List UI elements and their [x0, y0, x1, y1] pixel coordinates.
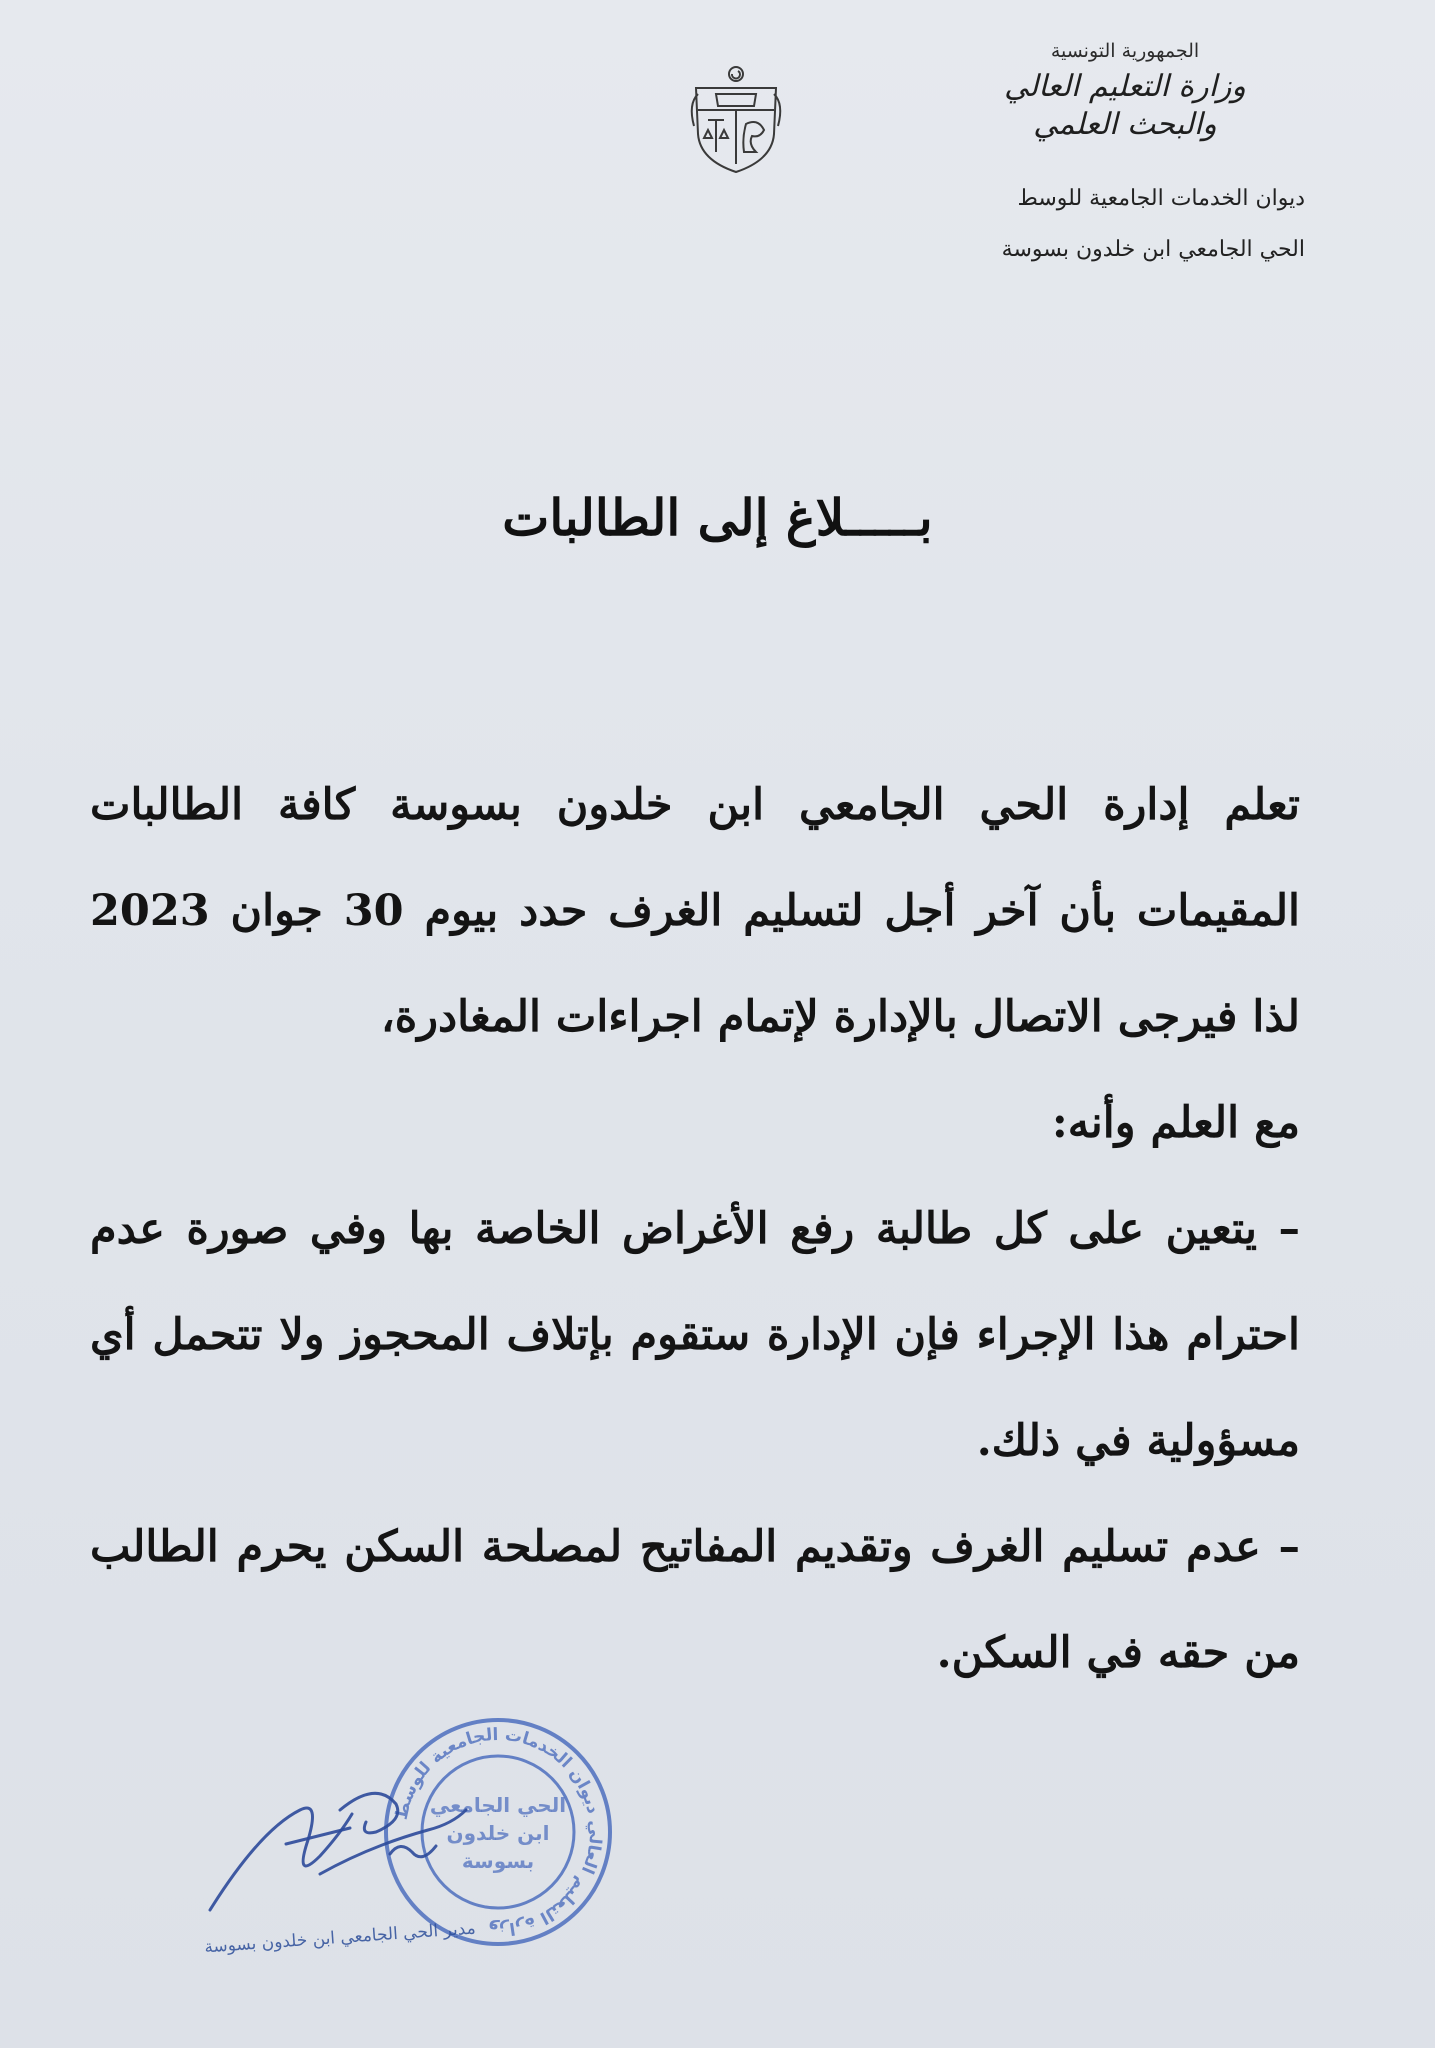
- ministry-name-line2: والبحث العلمي: [1033, 107, 1217, 142]
- notice-title: بـــــلاغ إلى الطالبات: [502, 488, 933, 547]
- coat-of-arms-icon: [686, 64, 786, 176]
- ministry-name-line1: وزارة التعليم العالي: [1004, 69, 1246, 104]
- svg-text:بسوسة: بسوسة: [461, 1849, 535, 1873]
- letterhead: [935, 40, 1315, 262]
- notice-note-label: مع العلم وأنه:: [1051, 1098, 1300, 1148]
- campus-name: الحي الجامعي ابن خلدون بسوسة: [1001, 237, 1305, 262]
- office-name: ديوان الخدمات الجامعية للوسط: [1017, 186, 1305, 211]
- handwritten-signature: [190, 1770, 480, 1930]
- republic-name: الجمهورية التونسية: [1050, 40, 1200, 62]
- notice-body: [90, 752, 1300, 1706]
- notice-intro-paragraph: تعلم إدارة الحي الجامعي ابن خلدون بسوسة كافة الطالبات المقيمات بأن آخر أجل لتسليم الغرف حدد بيوم 30 جوان 2023 لذا فيرجى الاتصال بالإدارة لإتمام اجراءات المغادرة،: [90, 780, 1300, 1042]
- svg-text:الحي الجامعي: الحي الجامعي: [429, 1793, 567, 1817]
- svg-text:ابن خلدون: ابن خلدون: [446, 1821, 550, 1845]
- svg-text:وزارة التعليم العالي ديوان الخ: وزارة التعليم العالي ديوان الخدمات الجامعية للوسط: [391, 1724, 606, 1940]
- signature-caption: مدير الحي الجامعي ابن خلدون بسوسة: [203, 1918, 477, 1958]
- notice-item-2: – عدم تسليم الغرف وتقديم المفاتيح لمصلحة السكن يحرم الطالب من حقه في السكن.: [90, 1522, 1300, 1678]
- notice-item-1: – يتعين على كل طالبة رفع الأغراض الخاصة بها وفي صورة عدم احترام هذا الإجراء فإن الإدارة ستقوم بإتلاف المحجوز ولا تتحمل أي مسؤولية في ذلك.: [90, 1204, 1300, 1466]
